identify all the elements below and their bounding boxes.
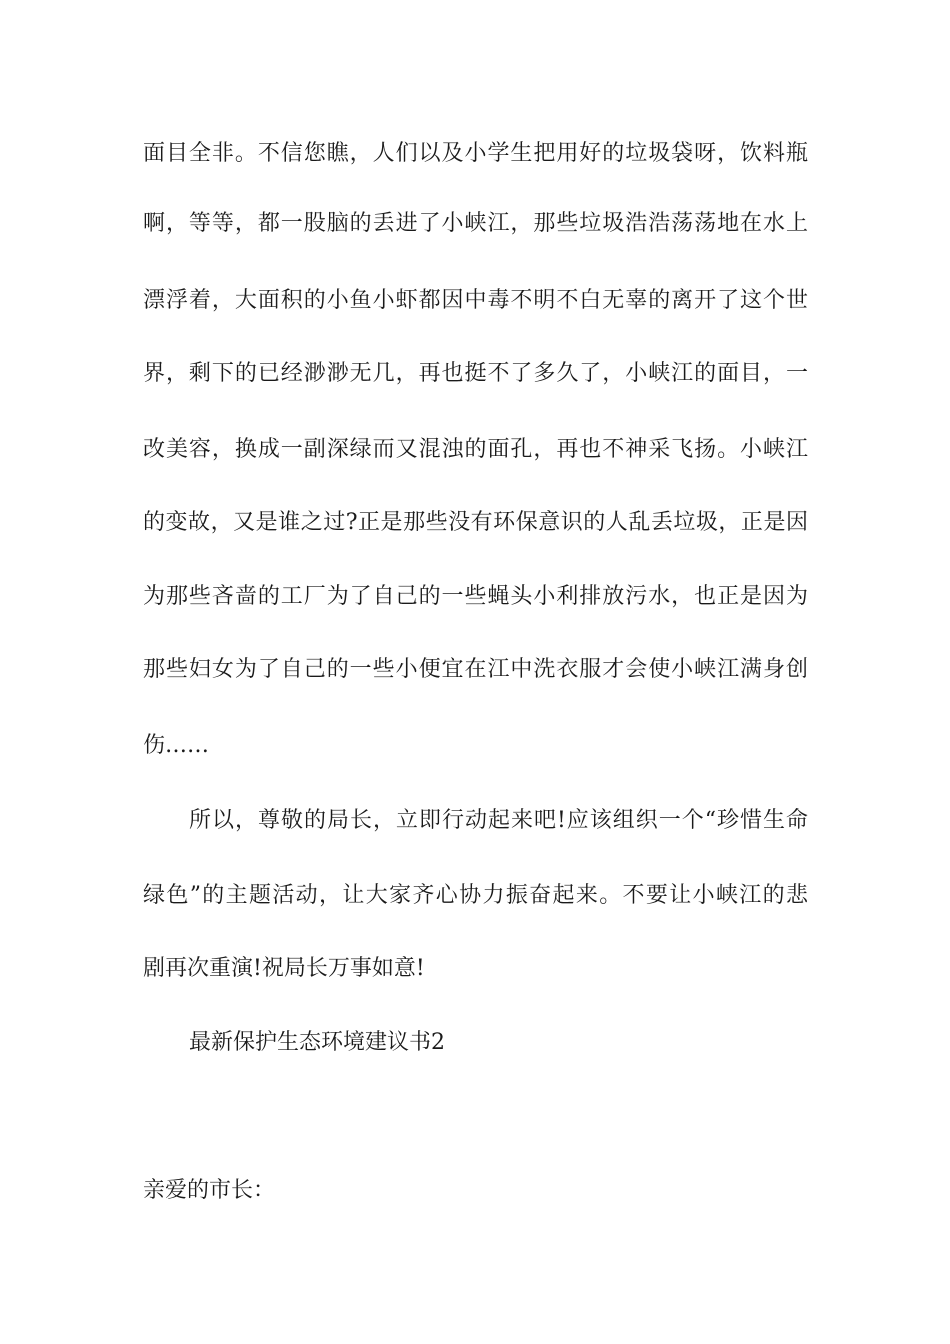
paragraph-1-line-6: 的变故，又是谁之过?正是那些没有环保意识的人乱丢垃圾，正是因 bbox=[143, 510, 808, 535]
salutation: 亲爱的市长： bbox=[143, 1178, 276, 1203]
paragraph-1-line-4: 界，剩下的已经渺渺无几，再也挺不了多久了，小峡江的面目，一 bbox=[143, 361, 808, 386]
paragraph-1-line-3: 漂浮着，大面积的小鱼小虾都因中毒不明不白无辜的离开了这个世 bbox=[143, 288, 808, 313]
section-title: 最新保护生态环境建议书2 bbox=[189, 1030, 445, 1055]
paragraph-1-line-8: 那些妇女为了自己的一些小便宜在江中洗衣服才会使小峡江满身创 bbox=[143, 657, 808, 682]
paragraph-2-line-3: 剧再次重演!祝局长万事如意! bbox=[143, 956, 425, 981]
paragraph-1-line-5: 改美容，换成一副深绿而又混浊的面孔，再也不神采飞扬。小峡江 bbox=[143, 437, 808, 462]
paragraph-1-line-1: 面目全非。不信您瞧，人们以及小学生把用好的垃圾袋呀，饮料瓶 bbox=[143, 141, 808, 166]
paragraph-1-line-2: 啊，等等，都一股脑的丢进了小峡江，那些垃圾浩浩荡荡地在水上 bbox=[143, 211, 808, 236]
paragraph-1-line-7: 为那些吝啬的工厂为了自己的一些蝇头小利排放污水，也正是因为 bbox=[143, 584, 808, 609]
paragraph-2-line-1: 所以，尊敬的局长，立即行动起来吧!应该组织一个“珍惜生命 bbox=[189, 808, 808, 833]
paragraph-1-line-9: 伤…… bbox=[143, 733, 210, 758]
paragraph-2-line-2: 绿色”的主题活动，让大家齐心协力振奋起来。不要让小峡江的悲 bbox=[143, 883, 808, 908]
